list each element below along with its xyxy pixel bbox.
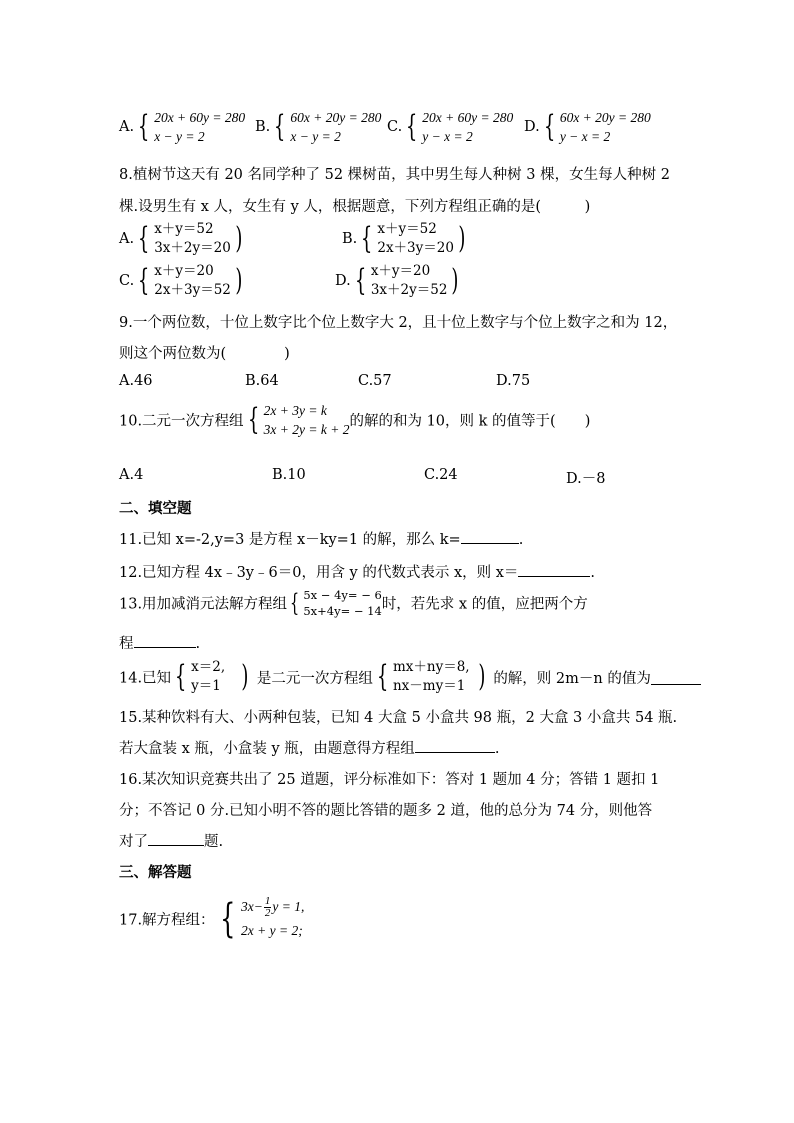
section-fill-in-heading: 二、填空题 bbox=[119, 500, 192, 517]
q8-line2: 棵.设男生有 x 人，女生有 y 人，根据题意，下列方程组正确的是( ) bbox=[119, 199, 591, 215]
q8-option-c[interactable]: C. { x＋y＝20 2x＋3y＝52 ) bbox=[119, 263, 243, 298]
q9-option-a[interactable]: A.46 bbox=[119, 373, 153, 389]
q13-line2: 程 . bbox=[119, 632, 200, 653]
q12: 12.已知方程 4x﹣3y﹣6＝0，用含 y 的代数式表示 x，则 x＝ . bbox=[119, 561, 595, 582]
q16-answer-blank[interactable] bbox=[148, 831, 204, 846]
q11-answer-blank[interactable] bbox=[461, 529, 519, 544]
q11: 11.已知 x=-2,y=3 是方程 x－ky=1 的解，那么 k= . bbox=[119, 528, 523, 549]
q9-option-d[interactable]: D.75 bbox=[496, 373, 531, 389]
q9-option-c[interactable]: C.57 bbox=[358, 373, 392, 389]
q10-stem: 10.二元一次方程组 { 2x + 3y = k 3x + 2y = k + 2 的解的和为 10，则 k 的值等于( ) bbox=[119, 402, 591, 437]
q16-line1: 16.某次知识竞赛共出了 25 道题，评分标准如下：答对 1 题加 4 分；答错 1 题扣 1 bbox=[119, 772, 660, 788]
q10-option-b[interactable]: B.10 bbox=[272, 467, 306, 483]
q8-option-a[interactable]: A. { x＋y＝52 3x＋2y＝20 ) bbox=[119, 221, 243, 256]
q10-option-d[interactable]: D.－8 bbox=[566, 471, 606, 487]
q9-line1: 9.一个两位数，十位上数字比个位上数字大 2，且十位上数字与个位上数字之和为 12， bbox=[119, 315, 678, 331]
q16-line2: 分；不答记 0 分.已知小明不答的题比答错的题多 2 道，他的总分为 74 分，则他答 bbox=[119, 803, 653, 819]
q7-option-a[interactable]: A. { 20x + 60y = 280 x − y = 2 bbox=[119, 109, 246, 144]
section-answer-heading: 三、解答题 bbox=[119, 864, 192, 881]
q7-option-b[interactable]: B. { 60x + 20y = 280 x − y = 2 bbox=[255, 109, 382, 144]
q14: 14.已知 { x＝2, y＝1 ) 是二元一次方程组 { mx＋ny＝8, nx－my＝1 ) 的解，则 2m－n 的值为 bbox=[119, 658, 701, 696]
q16-line3: 对了 题. bbox=[119, 830, 223, 851]
q10-option-c[interactable]: C.24 bbox=[424, 467, 458, 483]
q7-option-c[interactable]: C. { 20x + 60y = 280 y − x = 2 bbox=[387, 109, 514, 144]
one-half-fraction: $\frac{1}{2}$ bbox=[264, 895, 271, 920]
q9-line2: 则这个两位数为( ) bbox=[119, 346, 290, 362]
q8-option-d[interactable]: D. { x＋y＝20 3x＋2y＝52 ) bbox=[335, 263, 459, 298]
q15-line1: 15.某种饮料有大、小两种包装，已知 4 大盒 5 小盒共 98 瓶，2 大盒 3 小盒共 54 瓶. bbox=[119, 710, 678, 726]
q14-answer-blank[interactable] bbox=[651, 670, 701, 685]
q10-option-a[interactable]: A.4 bbox=[119, 467, 144, 483]
q15-answer-blank[interactable] bbox=[415, 738, 495, 753]
q15-line2: 若大盒装 x 瓶，小盒装 y 瓶，由题意得方程组 . bbox=[119, 737, 499, 758]
q9-option-b[interactable]: B.64 bbox=[245, 373, 279, 389]
q12-answer-blank[interactable] bbox=[518, 562, 590, 577]
q8-option-b[interactable]: B. { x＋y＝52 2x＋3y＝20 ) bbox=[342, 221, 466, 256]
q17: 17.解方程组： { 3x− $\frac{1}{2}$ y = 1, 2x + y = 2; bbox=[119, 895, 305, 943]
q7-option-d[interactable]: D. { 60x + 20y = 280 y − x = 2 bbox=[524, 109, 651, 144]
q8-line1: 8.植树节这天有 20 名同学种了 52 棵树苗，其中男生每人种树 3 棵，女生每人种树 2 bbox=[119, 167, 670, 183]
q13-answer-blank[interactable] bbox=[134, 633, 196, 648]
q13-stem: 13.用加减消元法解方程组 { 5x − 4y= − 6 5x+4y= − 14 时，若先求 x 的值，应把两个方 bbox=[119, 588, 588, 618]
